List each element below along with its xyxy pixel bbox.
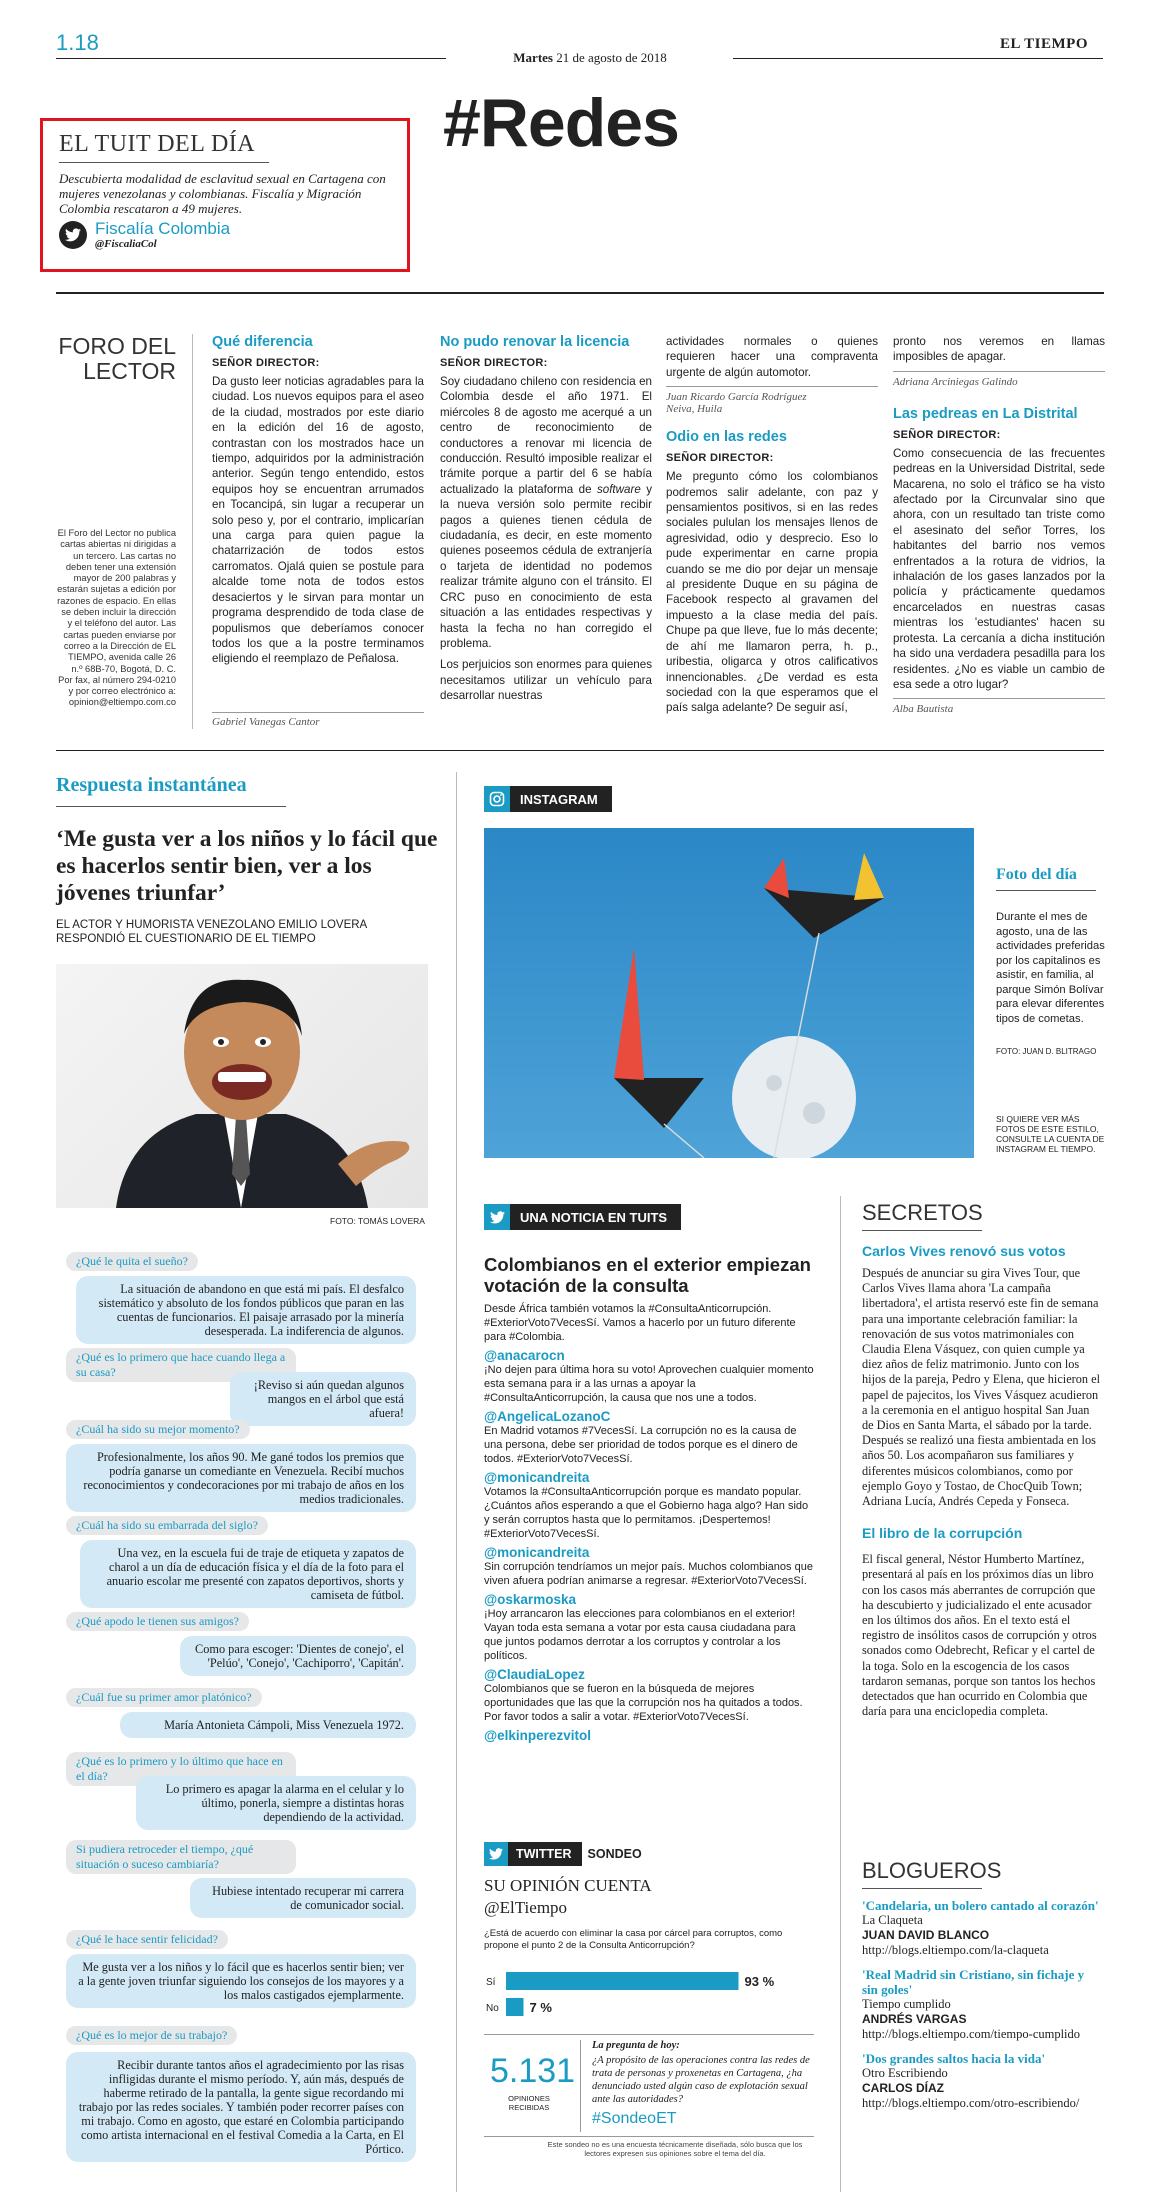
date-rest: 21 de agosto de 2018 (556, 50, 667, 65)
foro-title-1: FORO DEL (58, 333, 176, 359)
tuit-handle: @FiscaliaCol (95, 238, 157, 250)
sondeo-next-question: ¿A propósito de las operaciones contra las redes de trata de personas y proxenetas en Cartagena, ¿ha denunciado usted algún caso de explotación sexual ante las autoridades? (592, 2055, 810, 2105)
secretos-divider (840, 1196, 841, 2192)
tuits-headline: Colombianos en el exterior empiezan votación de la consulta (484, 1254, 811, 1296)
tuit-text: Votamos la #ConsultaAnticorrupción porque es mandato popular. ¿Cuántos años esperando a que el Gobierno haga algo? Han sido y serán corruptos hasta que lo permitamos. ¡Despertemos! #ExteriorVoto7VecesSí. (484, 1486, 809, 1540)
letter-2-body-c: Los perjuicios son enormes para quienes necesitamos utilizar un vehículo para desarrollar nuestras (440, 658, 652, 703)
letter-1-signature: Gabriel Vanegas Cantor (212, 716, 320, 728)
sondeo-next-label: La pregunta de hoy: (592, 2040, 680, 2051)
qa-question: ¿Qué le quita el sueño? (66, 1252, 198, 1271)
respuesta-label-rule (56, 806, 286, 807)
tuit-text: Colombianos que se fueron en la búsqueda de mejores oportunidades que las que la corrupción nos ha quitados a todos. Por favor todos a salir a votar. #ExteriorVoto7VecesSí. (484, 1683, 803, 1723)
letter-4-salutation: SEÑOR DIRECTOR: (893, 428, 1001, 441)
blog-url[interactable]: http://blogs.eltiempo.com/la-claqueta (862, 1943, 1049, 1957)
page-number-text: 1.18 (56, 30, 99, 55)
qa-question: ¿Cuál ha sido su embarrada del siglo? (66, 1516, 268, 1535)
tuit-author: Fiscalía Colombia (95, 219, 231, 238)
tuit-handle[interactable]: @ClaudiaLopez (484, 1667, 585, 1682)
tuits-tag (484, 1204, 681, 1230)
page-date (450, 50, 730, 66)
letter-3-body: Me pregunto cómo los colombianos podremos salir adelante, con paz y pensamientos positivos, si en las redes sociales pululan los mensajes llenos de agresividad, odio y desprecio. Eso lo pude experimentar en carne propia cuando se me dio por dejar un mensaje al presidente Duque en su página de Facebook respecto al gravamen del impuesto a la clase media del país. Chupe pa que lleve, fue lo más decente; de ahí me llamaron perra, h. p., uribestia, oligarca y otros calificativos innencionables. ¿De verdad es esta sociedad con la que esperamos que el país salga adelante? De seguir así, (666, 470, 878, 715)
kites-moon-illustration (484, 828, 974, 1158)
letter-2-body-italic: software (596, 482, 641, 496)
sondeo-count: 5.131 (490, 2052, 576, 2090)
sondeo-chart (484, 1968, 814, 2024)
tuits-column (484, 1254, 814, 1743)
qa-question: ¿Cuál fue su primer amor platónico? (66, 1688, 262, 1707)
portrait-illustration (56, 964, 428, 1208)
letter-2-body-b: y la nueva versión solo permite recibir pagos a quienes tienen cédula de ciudadanía, es decir, en este momento quienes poseemos cédula de extranjería o tarjeta de identidad no podemos realizar trámite alguno con el tránsito. El CRC puso en conocimiento de esta situación a las entidades respectivas y hasta la fecha no han corregido el problema. (440, 482, 652, 650)
header-rule-right (733, 58, 1103, 59)
qa-answer: Me gusta ver a los niños y lo fácil que es hacerlos sentir bien; ver a la gente joven triunfar siguiendo los consejos de los mayores y a los malos castigados ejemplarmente. (66, 1954, 416, 2008)
foro-title (56, 334, 176, 384)
section-title: #Redes (443, 85, 679, 161)
letter-1-sig-rule (212, 712, 424, 713)
secretos-2-body: El fiscal general, Néstor Humberto Martínez, presentará al país en los próximos días un libro con los casos más aberrantes de corrupción que ha descubierto y judicializado el ente acusador en los últimos dos años. En el texto está el registro de insólitos casos de corrupción y otros sonados como Odebrecht, Reficar y el cartel de la toga. Solo en la escogencia de los casos tardaron semanas, porque son tantos los hechos detectados que han ocurrido en Colombia que daría para una enciclopedia completa. (862, 1552, 1097, 1719)
sondeo-tag (484, 1842, 642, 1866)
tuit-list (484, 1348, 814, 1743)
top-thick-rule (56, 292, 1104, 294)
qa-answer: La situación de abandono en que está mi país. El desfalco sistemático y absoluto de los fondos públicos que paran en las cuentas de funcionarios. El paisaje arrasado por la minería desesperada. La indiferencia de algunos. (76, 1276, 416, 1344)
qa-question: ¿Qué es lo primero que hace cuando llega a su casa? (66, 1348, 296, 1382)
letter-4-sig-rule (893, 698, 1105, 699)
tuits-label: UNA NOTICIA EN TUITS (520, 1209, 668, 1225)
center-column-divider (456, 772, 457, 2192)
sondeo-tag-dark (484, 1842, 582, 1866)
sondeo-bar (506, 1998, 524, 2016)
letter-3-salutation: SEÑOR DIRECTOR: (666, 452, 774, 465)
qa-question: ¿Qué es lo primero y lo último que hace en el día? (66, 1752, 296, 1786)
tuit-handle[interactable]: @monicandreita (484, 1470, 590, 1485)
sondeo-hashtag: #SondeoET (592, 2110, 677, 2127)
foto-del-dia-credit: FOTO: JUAN D. BLITRAGO (996, 1047, 1097, 1056)
tuit-handle[interactable]: @elkinperezvitol (484, 1728, 591, 1743)
tuits-intro: Desde África también votamos la #ConsultaAnticorrupción. #ExteriorVoto7VecesSí. Vamos a hacerlo por un futuro diferente para #Colombia. (484, 1303, 796, 1343)
respuesta-dek: EL ACTOR Y HUMORISTA VENEZOLANO EMILIO LOVERA RESPONDIÓ EL CUESTIONARIO DE EL TIEMPO (56, 919, 367, 945)
letter-que-diferencia (212, 334, 424, 667)
respuesta-photo-credit: FOTO: TOMÁS LOVERA (330, 1216, 425, 1226)
brand-logo: EL TIEMPO (1000, 36, 1088, 52)
letter-col-4 (893, 334, 1105, 715)
tuit-handle[interactable]: @anacarocn (484, 1348, 565, 1363)
letter-1-salutation: SEÑOR DIRECTOR: (212, 357, 320, 369)
qa-answer: Recibir durante tantos años el agradecimiento por las risas infligidas durante el mismo período. Y, aún más, después de haberme retirado de la pantalla, la gente sigue recordando mi trabajo por las redes sociales. Y también poder recorrer países con mi trabajo. Como en agosto, que estaré en Colombia participando como artista internacional en el festival Comedia a la Carta, en El Pórtico. (66, 2052, 416, 2162)
sondeo-label-1: TWITTER (516, 1847, 572, 1861)
blog-name: La Claqueta (862, 1913, 923, 1927)
secretos-2-title: El libro de la corrupción (862, 1525, 1023, 1542)
qa-answer: María Antonieta Cámpoli, Miss Venezuela 1972. (120, 1712, 416, 1738)
header-rule-left (56, 58, 446, 59)
letter-2-body (440, 374, 652, 651)
letter-4-title: Las pedreas en La Distrital (893, 405, 1078, 422)
mid-rule (56, 750, 1104, 751)
sondeo-handle: @ElTiempo (484, 1898, 568, 1917)
qa-answer: Una vez, en la escuela fui de traje de etiqueta y zapatos de charol a un día de educación física y el día de la foto para el anuario escolar me presenté con zapatos deportivos, shorts y camiseta de fútbol. (80, 1540, 416, 1608)
qa-answer: Lo primero es apagar la alarma en el celular y lo último, ponerla, siempre a distintas horas dependiendo de la actividad. (136, 1776, 416, 1830)
letter-licencia (440, 334, 652, 704)
letter-2-salutation: SEÑOR DIRECTOR: (440, 357, 548, 369)
qa-answer: Hubiese intentado recuperar mi carrera de comunicador social. (190, 1878, 416, 1918)
letter-col-3 (666, 334, 878, 716)
instagram-label: INSTAGRAM (520, 791, 598, 807)
blog-url[interactable]: http://blogs.eltiempo.com/otro-escribiendo/ (862, 2096, 1080, 2110)
emilio-lovera-photo (56, 964, 428, 1208)
letter-1-title: Qué diferencia (212, 334, 313, 350)
tuit-del-dia-box (40, 118, 410, 272)
respuesta-headline: ‘Me gusta ver a los niños y lo fácil que es hacerlos sentir bien, ver a los jóvenes triunfar’ (56, 826, 438, 906)
foro-divider (192, 334, 193, 729)
qa-answer: Profesionalmente, los años 90. Me gané todos los premios que podría ganarse un comediante en Venezuela. Recibí muchos reconocimientos y condecoraciones por mi trabajo de años en los medios tradicionales. (66, 1444, 416, 1512)
tuit-text: ¡Hoy arrancaron las elecciones para colombianos en el exterior! Vayan toda esta semana a votar por esta causa ciudadana para que juntos podamos derrotar a los corruptos y controlar a los políticos. (484, 1608, 796, 1662)
sondeo-label-2: SONDEO (587, 1847, 642, 1861)
sondeo-title: SU OPINIÓN CUENTA (484, 1876, 652, 1895)
letter-3-continued: pronto nos veremos en llamas imposibles de apagar. (893, 335, 1105, 364)
qa-answer: ¡Reviso si aún quedan algunos mangos en el árbol que está afuera! (230, 1372, 416, 1426)
sondeo-inner-divider (580, 2040, 581, 2132)
blog-author: JUAN DAVID BLANCO (862, 1928, 990, 1942)
tuit-handle[interactable]: @monicandreita (484, 1545, 590, 1560)
sondeo-bottom-rule (484, 2136, 814, 2137)
blog-post-title[interactable]: 'Candelaria, un bolero cantado al corazón' (862, 1898, 1099, 1913)
letter-3-title: Odio en las redes (666, 429, 787, 446)
sondeo-disclaimer: Este sondeo no es una encuesta técnicamente diseñada, sólo busca que los lectores expresen sus opiniones sobre el tema del día. (547, 2140, 803, 2158)
tuit-handle[interactable]: @AngelicaLozanoC (484, 1409, 611, 1424)
foto-del-dia-title: Foto del día (996, 866, 1077, 883)
letter-4-signature: Alba Bautista (893, 703, 954, 716)
tuit-label-rule (59, 162, 269, 163)
qa-question: ¿Qué apodo le tienen sus amigos? (66, 1612, 249, 1631)
sondeo-question: ¿Está de acuerdo con eliminar la casa por cárcel para corruptos, como propone el punto 2 de la Consulta Anticorrupción? (484, 1928, 783, 1951)
tuit-handle[interactable]: @oskarmoska (484, 1592, 576, 1607)
tuit-text: ¡No dejen para última hora su voto! Aprovechen cualquier momento esta semana para ir a las urnas a apoyar la #ConsultaAnticorrupción, la causa que nos une a todos. (484, 1364, 814, 1404)
letter-2-signature-name: Juan Ricardo García Rodríguez (666, 391, 807, 404)
secretos-1-body: Después de anunciar su gira Vives Tour, que Carlos Vives llama ahora 'La campaña libertadora', el artista reservó este fin de semana para una importante celebración familiar: la renovación de sus votos matrimoniales con Claudia Elena Vásquez, con quien cumple ya diez años de feliz matrimonio. Junto con los hijos de la pareja, Pedro y Elena, que hicieron el papel de pajecitos, los Vives Vásquez acudieron a la ceremonia en el antiguo hospital San Juan de Dios en Santa Marta, el sábado por la tarde. Después se realizó una fiesta ambientada en los años 50. Los acompañaron sus familiares y diferentes músicos colombianos, como por ejemplo Goyo y Tostao, de ChocQuib Town; Adriana Lucía, Andrés Cepeda y Fonseca. (862, 1266, 1100, 1509)
blog-name: Tiempo cumplido (862, 1997, 951, 2011)
sondeo-bar-value: 7 % (529, 2000, 552, 2015)
blog-author: ANDRÉS VARGAS (862, 2012, 967, 2026)
sondeo-chart-rule (484, 2034, 814, 2035)
sondeo-category-label: Sí (486, 1977, 496, 1988)
letter-1-body: Da gusto leer noticias agradables para la ciudad. Los nuevos equipos para el aseo de la ciudad, mostrados por este diario en la edición del 16 de agosto, contrastan con los mostrados hace un tiempo, adquiridos por la administración anterior. Según tengo entendido, estos equipos hoy se encuentran arrumados en Tocancipá, sin lugar a recuperar un solo peso y, por el contrario, implicarían una carga para quien pague la chatarrización de todos estos carromatos. Ojalá quien se postule para alcalde tome nota de todos estos desaciertos y le sirvan para montar un programa desprendido de toda clase de populismos que deberíamos conocer todos los que a la postre terminamos eligiendo el reemplazo de Peñalosa. (212, 375, 424, 666)
blog-post-title[interactable]: 'Real Madrid sin Cristiano, sin fichaje y sin goles' (862, 1967, 1085, 1997)
foto-del-dia-text: Durante el mes de agosto, una de las actividades preferidas por los capitalinos es asistir, en familia, al parque Simón Bolívar para elevar diferentes tipos de cometas. (996, 911, 1105, 1025)
blogueros-title-rule (862, 1888, 982, 1889)
blog-name: Otro Escribiendo (862, 2066, 948, 2080)
sondeo-category-label: No (486, 2003, 499, 2014)
tuit-label: EL TUIT DEL DÍA (59, 131, 256, 157)
secretos-title-rule (862, 1230, 982, 1231)
foto-del-dia-rule (996, 890, 1096, 891)
sondeo-count-label: OPINIONES RECIBIDAS (508, 2094, 550, 2112)
blog-post-title[interactable]: 'Dos grandes saltos hacia la vida' (862, 2051, 1046, 2066)
foro-title-2: LECTOR (83, 358, 176, 384)
tuit-text: Descubierta modalidad de esclavitud sexual en Cartagena con mujeres venezolanas y colombianas. Fiscalía y Migración Colombia rescataron a 49 mujeres. (59, 171, 386, 216)
tuit-text: Sin corrupción tendríamos un mejor país. Muchos colombianos que viven afuera podrían animarse a regresar. #ExteriorVoto7VecesSí. (484, 1561, 813, 1587)
secretos-1-title: Carlos Vives renovó sus votos (862, 1243, 1066, 1259)
respuesta-label: Respuesta instantánea (56, 774, 247, 796)
letter-2-title: No pudo renovar la licencia (440, 334, 630, 350)
instagram-tag (484, 786, 612, 812)
sondeo-bar (506, 1972, 739, 1990)
letter-4-body: Como consecuencia de las frecuentes pedreas en la Universidad Distrital, sede Macarena, no solo el tráfico se ha visto afectado por la Circunvalar sino que ahora, con un resultado tan triste como el asesinato del señor Torres, los habitantes del barrio nos vemos enfrentados a la rotura de vidrios, la inhalación de los gases lanzados por la policía y prácticamente quedamos encarcelados en nuestras casas mientras los 'estudiantes' hacen su protesta. La cercanía a dicha institución ha sido una verdadera pesadilla para los residentes. ¿No es viable un cambio de esa sede a otro lugar? (893, 446, 1105, 691)
blog-list (862, 1898, 1102, 2111)
date-day: Martes (513, 50, 553, 65)
twitter-icon (59, 221, 87, 249)
instagram-note: SI QUIERE VER MÁS FOTOS DE ESTE ESTILO, CONSULTE LA CUENTA DE INSTAGRAM EL TIEMPO. (996, 1114, 1105, 1154)
qa-answer: Como para escoger: 'Dientes de conejo', el 'Pelúo', 'Conejo', 'Cachiporro', 'Capitán'. (180, 1636, 416, 1676)
letter-3-sig-rule (893, 371, 1105, 372)
qa-question: ¿Qué le hace sentir felicidad? (66, 1930, 228, 1949)
blogueros-column (862, 1858, 1102, 2111)
twitter-icon (484, 1842, 508, 1866)
letter-2-sig-rule (666, 386, 878, 387)
letter-2-continued: actividades normales o quienes requieren hacer una compraventa urgente de algún automotor. (666, 335, 878, 379)
blog-url[interactable]: http://blogs.eltiempo.com/tiempo-cumplido (862, 2027, 1081, 2041)
letter-2-signature-city: Neiva, Huila (666, 403, 723, 416)
qa-question: ¿Cuál ha sido su mejor momento? (66, 1420, 250, 1439)
qa-question: ¿Qué es lo mejor de su trabajo? (66, 2026, 237, 2045)
letter-2-body-a: Soy ciudadano chileno con residencia en Colombia desde el año 1971. El miércoles 8 de agosto me acerqué a un centro de reconocimiento de conductores a renovar mi licencia de conducción. Resultó imposible realizar el trámite porque a partir del 6 se había actualizado la plataforma de (440, 375, 652, 496)
secretos-title: SECRETOS (862, 1200, 983, 1225)
blog-author: CARLOS DÍAZ (862, 2081, 944, 2095)
qa-question: Si pudiera retroceder el tiempo, ¿qué situación o suceso cambiaría? (66, 1840, 296, 1874)
blogueros-title: BLOGUEROS (862, 1858, 1002, 1883)
twitter-icon (484, 1204, 510, 1230)
sondeo-bar-value: 93 % (744, 1974, 775, 1989)
secretos-column (862, 1200, 1102, 1719)
page-number (56, 30, 99, 56)
tuit-text: En Madrid votamos #7VecesSí. La corrupción no es la causa de una persona, debe ser prioridad de todos porque es el dinero de todos. #ExteriorVoto7VecesSí. (484, 1425, 798, 1465)
tuit-author-row (59, 220, 393, 250)
foro-notice: El Foro del Lector no publica cartas abiertas ni dirigidas a un tercero. Las cartas no deben tener una extensión mayor de 200 palabras y estarán sujetas a edición por razones de espacio. En ellas se deben incluir la dirección y el teléfono del autor. Las cartas pueden enviarse por correo a la Dirección de EL TIEMPO, avenida calle 26 n.º 68B-70, Bogotá, D. C. Por fax, al número 294-0210 y por correo electrónico a: opinion@eltiempo.com.co (57, 528, 176, 708)
letter-3-signature: Adriana Arciniegas Galindo (893, 375, 1018, 388)
kites-photo (484, 828, 974, 1158)
instagram-icon (484, 786, 510, 812)
